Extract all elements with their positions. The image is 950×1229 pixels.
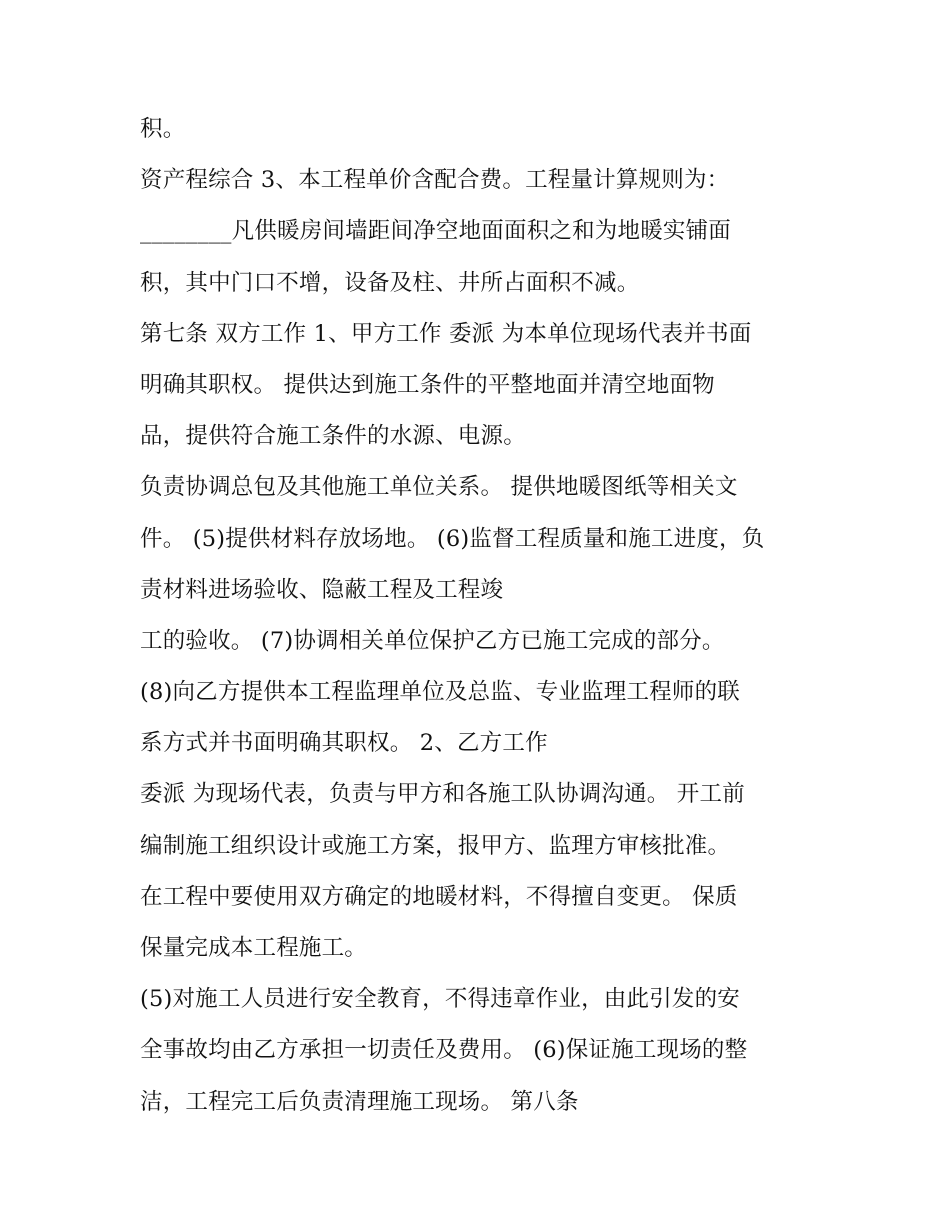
- text-line: 积，其中门口不增，设备及柱、井所占面积不减。: [140, 269, 640, 296]
- text-line: 件。 (5)提供材料存放场地。 (6)监督工程质量和施工进度，负: [140, 525, 765, 552]
- text-line: (8)向乙方提供本工程监理单位及总监、专业监理工程师的联: [140, 679, 740, 706]
- text-line: 责材料进场验收、隐蔽工程及工程竣: [140, 576, 504, 603]
- text-line: 明确其职权。 提供达到施工条件的平整地面并清空地面物: [140, 371, 715, 398]
- document-body: [140, 108, 840, 1132]
- text-line: ________凡供暖房间墙距间净空地面面积之和为地暖实铺面: [140, 218, 732, 245]
- text-line: 资产程综合 3、本工程单价含配合费。工程量计算规则为：: [140, 167, 730, 194]
- text-line: 积。: [140, 116, 186, 142]
- text-line: 负责协调总包及其他施工单位关系。 提供地暖图纸等相关文: [140, 474, 738, 501]
- text-line: 保量完成本工程施工。: [140, 935, 368, 961]
- text-line: 在工程中要使用双方确定的地暖材料，不得擅自变更。 保质: [140, 883, 738, 910]
- text-line: 系方式并书面明确其职权。 2、乙方工作: [140, 730, 548, 757]
- text-line: 工的验收。 (7)协调相关单位保护乙方已施工完成的部分。: [140, 627, 725, 654]
- text-line: 委派 为现场代表，负责与甲方和各施工队协调沟通。 开工前: [140, 781, 745, 808]
- text-line: (5)对施工人员进行安全教育，不得违章作业，由此引发的安: [140, 986, 740, 1013]
- text-line: 第七条 双方工作 1、甲方工作 委派 为本单位现场代表并书面: [140, 320, 752, 347]
- text-line: 编制施工组织设计或施工方案，报甲方、监理方审核批准。: [140, 832, 731, 859]
- text-line: 全事故均由乙方承担一切责任及费用。 (6)保证施工现场的整: [140, 1037, 748, 1064]
- text-line: 洁，工程完工后负责清理施工现场。 第八条: [140, 1088, 579, 1115]
- text-line: 品，提供符合施工条件的水源、电源。: [140, 423, 526, 450]
